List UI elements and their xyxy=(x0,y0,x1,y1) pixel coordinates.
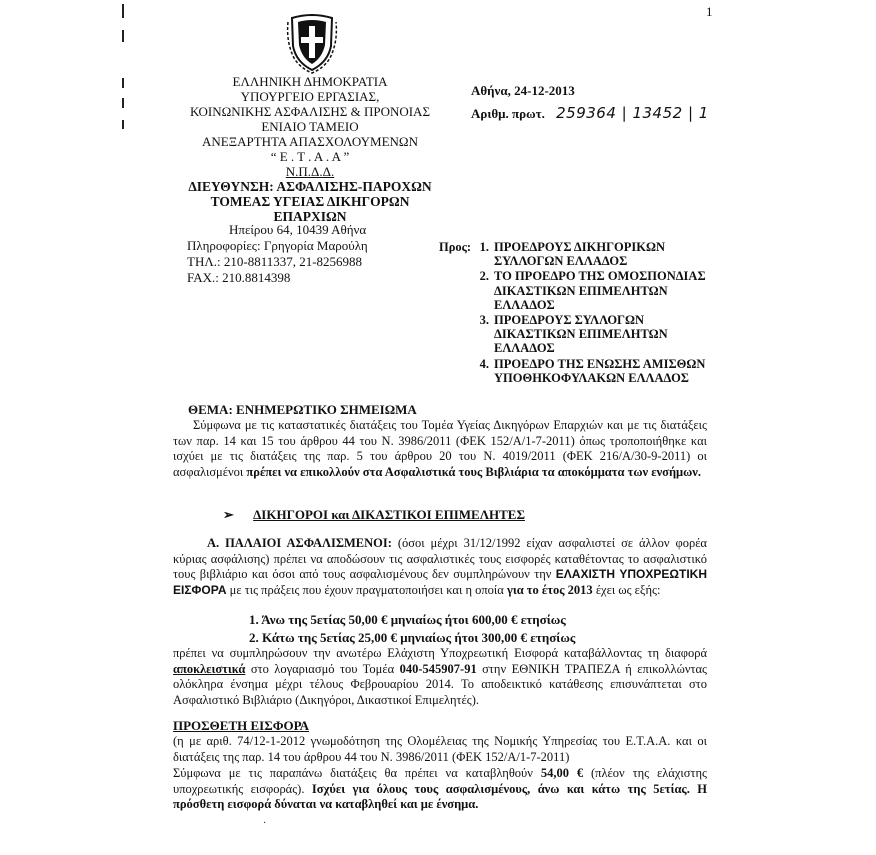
recipient-number: 1. xyxy=(479,240,489,254)
payment-paragraph xyxy=(173,646,707,708)
page-number: 1 xyxy=(706,4,713,19)
recipient-number: 4. xyxy=(479,356,489,371)
contact-info xyxy=(187,222,368,286)
legal-entity: Ν.Π.Δ.Δ. xyxy=(285,164,335,179)
directorate: ΔΙΕΥΘΥΝΣΗ: ΑΣΦΑΛΙΣΗΣ-ΠΑΡΟΧΩΝ xyxy=(188,179,432,194)
exclusively: αποκλειστικά xyxy=(173,661,246,676)
recipient-text: ΠΡΟΕΔΡΟ ΤΗΣ ΕΝΩΣΗΣ ΑΜΙΣΘΩΝ ΥΠΟΘΗΚΟΦΥΛΑΚΩΝ ΕΛΛΑΔΟΣ xyxy=(494,356,706,385)
old-insured-paragraph xyxy=(173,536,707,598)
protocol-label: Αριθμ. πρωτ. xyxy=(471,106,545,121)
address: Ηπείρου 64, 10439 Αθήνα xyxy=(229,222,367,237)
additional-amount: 54,00 € xyxy=(540,766,584,780)
sector: ΕΠΑΡΧΙΩΝ xyxy=(273,209,347,224)
additional-text: (πλέον της ελάχιστης υποχρεωτικής εισφοράς). xyxy=(173,766,708,796)
bank-account: 040-545907-91 xyxy=(399,661,477,676)
sector: ΤΟΜΕΑΣ ΥΓΕΙΑΣ ΔΙΚΗΓΟΡΩΝ xyxy=(210,194,410,209)
old-insured-text: έχει ως εξής: xyxy=(592,582,661,597)
section-heading-text: ΔΙΚΗΓΟΡΟΙ και ΔΙΚΑΣΤΙΚΟΙ ΕΠΙΜΕΛΗΤΕΣ xyxy=(253,507,525,522)
old-insured-heading: Α. ΠΑΛΑΙΟΙ ΑΣΦΑΛΙΣΜΕΝΟΙ: xyxy=(207,536,392,550)
recipient-text: ΤΟ ΠΡΟΕΔΡΟ ΤΗΣ ΟΜΟΣΠΟΝΔΙΑΣ ΔΙΚΑΣΤΙΚΩΝ ΕΠΙΜΕΛΗΤΩΝ ΕΛΛΑΔΟΣ xyxy=(494,269,706,312)
minimum-contribution: ΕΛΑΧΙΣΤΗ ΥΠΟΧΡΕΩΤΙΚΗ ΕΙΣΦΟΡΑ xyxy=(173,567,707,597)
org-line: ΕΛΛΗΝΙΚΗ ΔΗΜΟΚΡΑΤΙΑ xyxy=(232,74,388,89)
recipient-text: ΠΡΟΕΔΡΟΥΣ ΔΙΚΗΓΟΡΙΚΩΝ ΣΥΛΛΟΓΩΝ ΕΛΛΑΔΟΣ xyxy=(494,240,666,269)
old-insured-text: (όσοι μέχρι 31/12/1992 είχαν ασφαλιστεί σε άλλον φορέα κύριας ασφάλισης) πρέπει να αποδώσουν τις ασφαλιστικές τους εισφορές καταθέτοντας το ασφαλιστικό τους βιβλιάριο και όσοι από τους ασφαλισμένους δεν συμπληρώνουν την xyxy=(173,536,707,582)
additional-heading: ΠΡΟΣΘΕΤΗ ΕΙΣΦΟΡΑ xyxy=(173,718,310,733)
old-insured-text: με τις πράξεις που έχουν πραγματοποιήσει και η οποία xyxy=(226,582,507,597)
arrow-bullet-icon: ➢ xyxy=(223,507,234,522)
section-heading xyxy=(223,507,525,523)
document-date: Αθήνα, 24-12-2013 xyxy=(471,83,575,98)
info-contact: Πληροφορίες: Γρηγορία Μαρούλη xyxy=(187,238,368,253)
additional-paragraph-2 xyxy=(173,766,707,813)
org-line: ΚΟΙΝΩΝΙΚΗΣ ΑΣΦΑΛΙΣΗΣ & ΠΡΟΝΟΙΑΣ xyxy=(189,104,431,119)
rate-line-above-5: 1. Άνω της 5ετίας 50,00 € μηνιαίως ήτοι 600,00 € ετησίως xyxy=(249,612,566,627)
coat-of-arms-icon xyxy=(284,12,340,74)
telephone: ΤΗΛ.: 210-8811337, 21-8256988 xyxy=(187,254,363,269)
recipients-label: Προς: xyxy=(439,240,472,254)
recipients xyxy=(439,240,724,386)
intro-text: Σύμφωνα με τις καταστατικές διατάξεις του Τομέα Υγείας Δικηγόρων Επαρχιών και με τις διατάξεις των παρ. 14 και 15 του άρθρου 44 του Ν. 3986/2011 (ΦΕΚ 152/Α/1-7-2011) όπως τροποποιήθηκε και ισχύει με τις διατάξεις της παρ. 5 του άρθρου 20 του Ν. 4019/2011 (ΦΕΚ 216/Α/30-9-2011) οι ασφαλισμένοι xyxy=(173,418,707,479)
recipient-number: 3. xyxy=(479,313,489,328)
scan-dot: · xyxy=(263,818,267,829)
protocol-handwritten: 259364 | 13452 | 1 xyxy=(556,104,709,122)
fax: FAX.: 210.8814398 xyxy=(187,270,291,285)
org-line: ΥΠΟΥΡΓΕΙΟ ΕΡΓΑΣΙΑΣ, xyxy=(240,89,380,104)
recipient-number: 2. xyxy=(479,269,489,284)
rate-line-below-5: 2. Κάτω της 5ετίας 25,00 € μηνιαίως ήτοι 300,00 € ετησίως xyxy=(249,630,576,645)
payment-text: πρέπει να συμπληρώσουν την ανωτέρω Ελάχιστη Υποχρεωτική Εισφορά καταβάλλοντας τη διαφορά xyxy=(173,646,707,660)
recipient-text: ΠΡΟΕΔΡΟΥΣ ΣΥΛΛΟΓΩΝ ΔΙΚΑΣΤΙΚΩΝ ΕΠΙΜΕΛΗΤΩΝ ΕΛΛΑΔΟΣ xyxy=(494,313,668,356)
org-line: ΑΝΕΞΑΡΤΗΤΑ ΑΠΑΣΧΟΛΟΥΜΕΝΩΝ xyxy=(202,134,418,149)
additional-paragraph xyxy=(173,734,707,765)
additional-applies: Ισχύει για όλους τους ασφαλισμένους, άνω και κάτω της 5ετίας. Η πρόσθετη εισφορά δύναται να καταβληθεί και με ένσημα. xyxy=(173,781,707,812)
payment-text: στο λογαριασμό του Τομέα xyxy=(245,661,400,676)
additional-text: (η με αριθ. 74/12-1-2012 γνωμοδότηση της Ολομέλειας της Νομικής Υπηρεσίας του Ε.Τ.Α.Α. και οι διατάξεις της παρ. 14 του άρθρου 44 του Ν. 3986/2011 (ΦΕΚ 152/Α/1-7-2011) xyxy=(173,734,707,764)
additional-text: Σύμφωνα με τις παραπάνω διατάξεις θα πρέπει να καταβληθούν xyxy=(173,766,541,780)
intro-paragraph xyxy=(173,418,707,480)
subject-heading: ΘΕΜΑ: ΕΝΗΜΕΡΩΤΙΚΟ ΣΗΜΕΙΩΜΑ xyxy=(188,402,417,417)
protocol-number xyxy=(471,104,709,122)
org-line: ΕΝΙΑΙΟ ΤΑΜΕΙΟ xyxy=(261,119,359,134)
issuer-header xyxy=(160,74,460,224)
org-line: “ Ε . Τ . Α . Α ” xyxy=(270,149,350,164)
intro-bold: πρέπει να επικολλούν στα Ασφαλιστικά τους Βιβλιάρια τα αποκόμματα των ενσήμων. xyxy=(246,464,701,479)
payment-text: στην ΕΘΝΙΚΗ ΤΡΑΠΕΖΑ ή επικολλώντας ολόκληρα ένσημα μέχρι τέλους Φεβρουαρίου 2014. Το αποδεικτικό κατάθεσης επισυνάπτεται στο Ασφαλιστικό Βιβλιάριο (Δικηγόροι, Δικαστικοί Επιμελητές). xyxy=(173,661,707,707)
year-2013: για το έτος 2013 xyxy=(506,582,593,597)
